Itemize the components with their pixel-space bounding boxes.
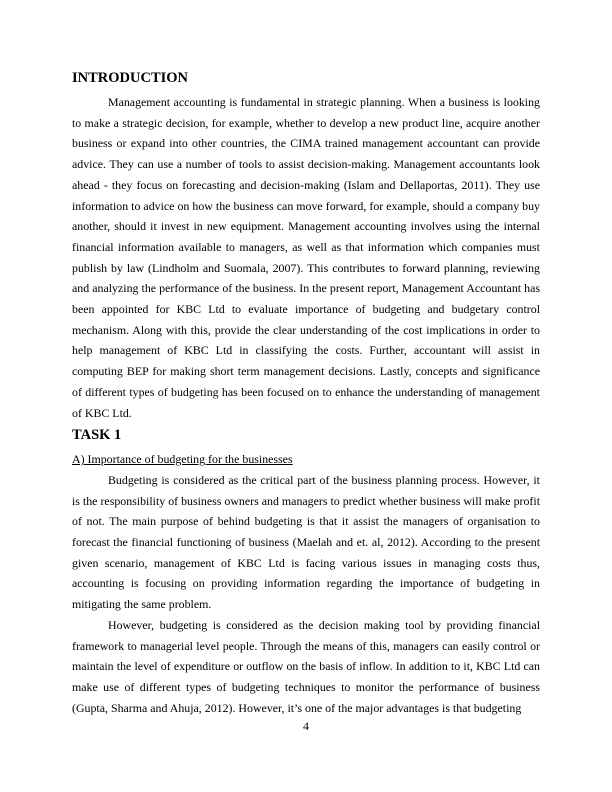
task1-paragraph-2: However, budgeting is considered as the decision making tool by providing financial framework to managerial level people. Through the means of this, managers can easily control or maintain the level of expenditure or outflow on the basis of inflow. In addition to it, KBC Ltd can make use of different types of budgeting techniques to monitor the performance of business (Gupta, Sharma and Ahuja, 2012). However, it’s one of the major advantages is that budgeting [72,617,540,715]
page-content [72,70,540,718]
task1-paragraph-1: Budgeting is considered as the critical part of the business planning process. However, it is the responsibility of business owners and managers to predict whether business will make profit of not. The main purpose of behind budgeting is that it assist the managers of organisation to forecast the financial functioning of business (Maelah and et. al, 2012). According to the present given scenario, management of KBC Ltd is facing various issues in managing costs thus, accounting is focusing on providing information regarding the importance of budgeting in mitigating the same problem. [72,472,540,612]
introduction-heading: INTRODUCTION [72,70,189,86]
task1-subheading: A) Importance of budgeting for the businesses [72,452,293,467]
page-number: 4 [303,719,309,733]
task1-heading: TASK 1 [72,427,122,444]
introduction-paragraph: Management accounting is fundamental in strategic planning. When a business is looking to make a strategic decision, for example, whether to develop a new product line, acquire another business or expand into other countries, the CIMA trained management accountant can provide advice. They can use a number of tools to assist decision-making. Management accountants look ahead - they focus on forecasting and decision-making (Islam and Dellaportas, 2011). They use information to advice on how the business can move forward, for example, should a company buy another, should it invest in new equipment. Management accounting involves using the internal financial information available to managers, as well as that information which companies must publish by law (Lindholm and Suomala, 2007). This contributes to forward planning, reviewing and analyzing the performance of the business. In the present report, Management Accountant has been appointed for KBC Ltd to evaluate importance of budgeting and budgetary control mechanism. Along with this, provide the clear understanding of the cost implications in order to help management of KBC Ltd in classifying the costs. Further, accountant will assist in computing BEP for making short term management decisions. Lastly, concepts and significance of different types of budgeting has been focused on to enhance the understanding of management of KBC Ltd. [72,95,540,420]
